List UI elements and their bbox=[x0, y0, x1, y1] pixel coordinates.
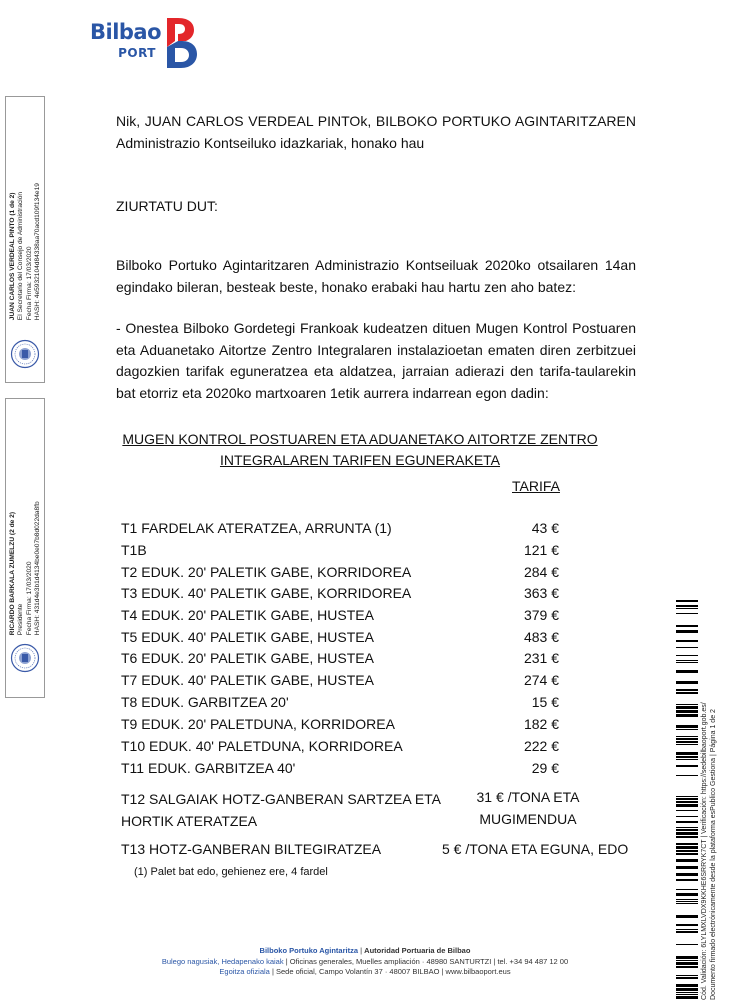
table-row: T7 EDUK. 40' PALETIK GABE, HUSTEA 274 € bbox=[121, 672, 559, 688]
footnote: (1) Palet bat edo, gehienez ere, 4 fardel bbox=[134, 866, 328, 878]
decision-paragraph: Bilboko Portuko Agintaritzaren Administrazio Kontseiluak 2020ko otsailaren 14an egindako bileran, besteak beste, honako erabaki hau hartu zen aho batez: bbox=[116, 257, 636, 295]
table-row: T9 EDUK. 20' PALETDUNA, KORRIDOREA 182 € bbox=[121, 716, 559, 732]
logo-bilbao-text: Bilbao bbox=[90, 20, 162, 44]
signer-name: JUAN CARLOS VERDEAL PINTO (1 de 2) bbox=[8, 192, 16, 320]
seal-icon bbox=[10, 339, 40, 369]
table-row-t13-label: T13 HOTZ-GANBERAN BILTEGIRATZEA bbox=[121, 841, 382, 857]
table-row-t12-value: 31 € /TONA ETA MUGIMENDUA bbox=[476, 789, 580, 827]
table-row: T10 EDUK. 40' PALETDUNA, KORRIDOREA 222 € bbox=[121, 738, 559, 754]
certify-heading: ZIURTATU DUT: bbox=[116, 198, 218, 214]
signer-name: RICARDO BARKALA ZUMELZU (2 de 2) bbox=[8, 511, 16, 635]
logo-wordmark bbox=[90, 20, 162, 60]
signature-hash: HASH: 4e5932104d84338aa70acd109f134e19 bbox=[33, 182, 41, 320]
table-row: T11 EDUK. GARBITZEA 40' 29 € bbox=[121, 760, 559, 776]
intro-paragraph: Nik, JUAN CARLOS VERDEAL PINTOk, BILBOKO PORTUKO AGINTARITZAREN Administrazio Kontseiluko idazkariak, honako hau bbox=[116, 113, 636, 151]
signature-hash: HASH: 431d4e3b1d4134be0e07b8d022da8fb bbox=[33, 501, 41, 635]
table-row: T6 EDUK. 20' PALETIK GABE, HUSTEA 231 € bbox=[121, 650, 559, 666]
signer-role: El Secretario del Consejo de Administración bbox=[17, 191, 25, 320]
seal-icon bbox=[10, 643, 40, 673]
table-row-t12-label: T12 SALGAIAK HOTZ-GANBERAN SARTZEA ETA HORTIK ATERATZEA bbox=[121, 791, 442, 829]
table-row-t13-value: 5 € /TONA ETA EGUNA, EDO bbox=[442, 841, 629, 857]
signer-role: Presidente bbox=[17, 603, 25, 635]
page-footer: Bilboko Portuko Agintaritza | Autoridad Portuaria de Bilbao Bulego nagusiak, Hedapenako kaiak | Oficinas generales, Muelles ampliación · 48980 SANTURTZI | tel. +34 94 487 12 00 Egoitza ofiziala | Sede oficial, Campo Volantín 37 · 48007 BILBAO | www.bilbaoport.eus bbox=[161, 946, 569, 976]
table-row: T3 EDUK. 40' PALETIK GABE, KORRIDOREA 363 € bbox=[121, 585, 559, 601]
table-row: T4 EDUK. 20' PALETIK GABE, HUSTEA 379 € bbox=[121, 607, 559, 623]
signature-date: Fecha Firma: 17/03/2020 bbox=[25, 561, 33, 635]
verification-text: Cód. Validación: 6LYLMXLVDX9KKHE6SRRYK7CT | Verificación: https://sedebilbaoport.gob.es/ Documento firmado electrónicamente desde la plataforma esPublico Gestiona | Página 1 de 2 bbox=[701, 702, 717, 1000]
table-row: T2 EDUK. 20' PALETIK GABE, KORRIDOREA 284 € bbox=[121, 564, 559, 580]
table-row: T8 EDUK. GARBITZEA 20' 15 € bbox=[121, 694, 559, 710]
tarifa-column-header: TARIFA bbox=[512, 478, 560, 494]
approval-paragraph: - Onestea Bilboko Gordetegi Frankoak kudeatzen dituen Mugen Kontrol Postuaren eta Aduanetako Aitortze Zentro Integralaren instalazioetan ematen diren zerbitzuei dagozkien tarifak eguneratzea eta aldatzea, jarraian adierazi den tarifa-taularekin bat etorriz eta 2020ko martxoaren 1etik aurrera indarrean egon dadin: bbox=[116, 320, 636, 401]
signature-box-2 bbox=[5, 398, 45, 698]
table-row: T5 EDUK. 40' PALETIK GABE, HUSTEA 483 € bbox=[121, 629, 559, 645]
logo-port-text: PORT bbox=[118, 46, 156, 60]
table-row: T1 FARDELAK ATERATZEA, ARRUNTA (1) 43 € bbox=[121, 520, 559, 536]
table-row: T1B 121 € bbox=[121, 542, 559, 558]
barcode bbox=[676, 600, 698, 1000]
signature-date: Fecha Firma: 17/03/2020 bbox=[25, 246, 33, 320]
signature-box-1 bbox=[5, 96, 45, 383]
table-title: MUGEN KONTROL POSTUAREN ETA ADUANETAKO AITORTZE ZENTRO INTEGRALAREN TARIFEN EGUNERAKETA bbox=[122, 431, 598, 468]
logo-b-mark bbox=[164, 16, 200, 70]
